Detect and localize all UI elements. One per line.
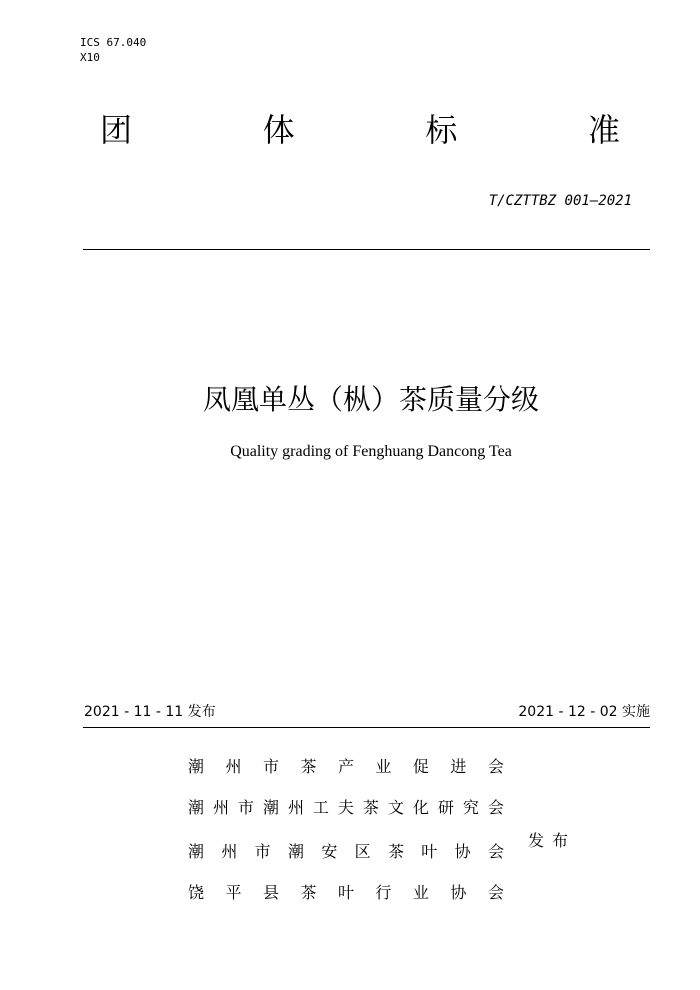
org-char: 行: [375, 883, 392, 902]
org-char: 协: [454, 842, 471, 861]
org-char: 产: [337, 757, 354, 776]
ics-code: ICS 67.040: [80, 36, 147, 49]
org-char: 叶: [421, 842, 438, 861]
publisher-organization: [188, 841, 504, 863]
implementation-date: 2021 - 12 - 02 实施: [518, 704, 650, 720]
org-char: 进: [450, 757, 467, 776]
org-char: 州: [221, 842, 238, 861]
org-char: 县: [262, 883, 279, 902]
org-char: 潮: [188, 842, 205, 861]
org-char: 会: [487, 842, 504, 861]
org-char: 区: [354, 842, 371, 861]
org-char: 茶: [300, 883, 317, 902]
org-char: 市: [237, 798, 254, 817]
org-char: 化: [412, 798, 429, 817]
org-char: 茶: [300, 757, 317, 776]
standard-type-heading: [100, 110, 620, 150]
publisher-organization: [188, 882, 504, 904]
org-char: 平: [225, 883, 242, 902]
org-char: 饶: [188, 883, 205, 902]
org-char: 促: [412, 757, 429, 776]
publisher-organization: [188, 756, 504, 778]
org-char: 工: [312, 798, 329, 817]
title-english: Quality grading of Fenghuang Dancong Tea: [230, 443, 512, 460]
org-char: 潮: [287, 842, 304, 861]
org-char: 市: [262, 757, 279, 776]
org-char: 会: [487, 798, 504, 817]
org-char: 会: [487, 883, 504, 902]
org-char: 州: [287, 798, 304, 817]
org-char: 研: [437, 798, 454, 817]
standard-number: T/CZTTBZ 001—2021: [488, 193, 632, 209]
bottom-divider: [83, 727, 650, 728]
org-char: 业: [375, 757, 392, 776]
org-char: 市: [254, 842, 271, 861]
org-char: 文: [387, 798, 404, 817]
standard-type-char: 团: [100, 111, 133, 149]
org-char: 茶: [387, 842, 404, 861]
org-char: 协: [450, 883, 467, 902]
org-char: 会: [487, 757, 504, 776]
publisher-organization: [188, 797, 504, 819]
publish-label: 发布: [528, 831, 577, 850]
org-char: 潮: [188, 757, 205, 776]
org-char: 夫: [337, 798, 354, 817]
org-char: 州: [212, 798, 229, 817]
issue-date: 2021 - 11 - 11 发布: [84, 704, 216, 720]
org-char: 叶: [337, 883, 354, 902]
classification-code: X10: [80, 51, 100, 64]
org-char: 安: [321, 842, 338, 861]
top-divider: [83, 249, 650, 250]
org-char: 潮: [188, 798, 205, 817]
org-char: 州: [225, 757, 242, 776]
org-char: 业: [412, 883, 429, 902]
standard-type-char: 标: [425, 111, 458, 149]
title-chinese: 凤凰单丛（枞）茶质量分级: [202, 383, 539, 416]
org-char: 究: [462, 798, 479, 817]
org-char: 茶: [362, 798, 379, 817]
standard-type-char: 体: [262, 111, 295, 149]
standard-type-char: 准: [587, 111, 620, 149]
org-char: 潮: [262, 798, 279, 817]
